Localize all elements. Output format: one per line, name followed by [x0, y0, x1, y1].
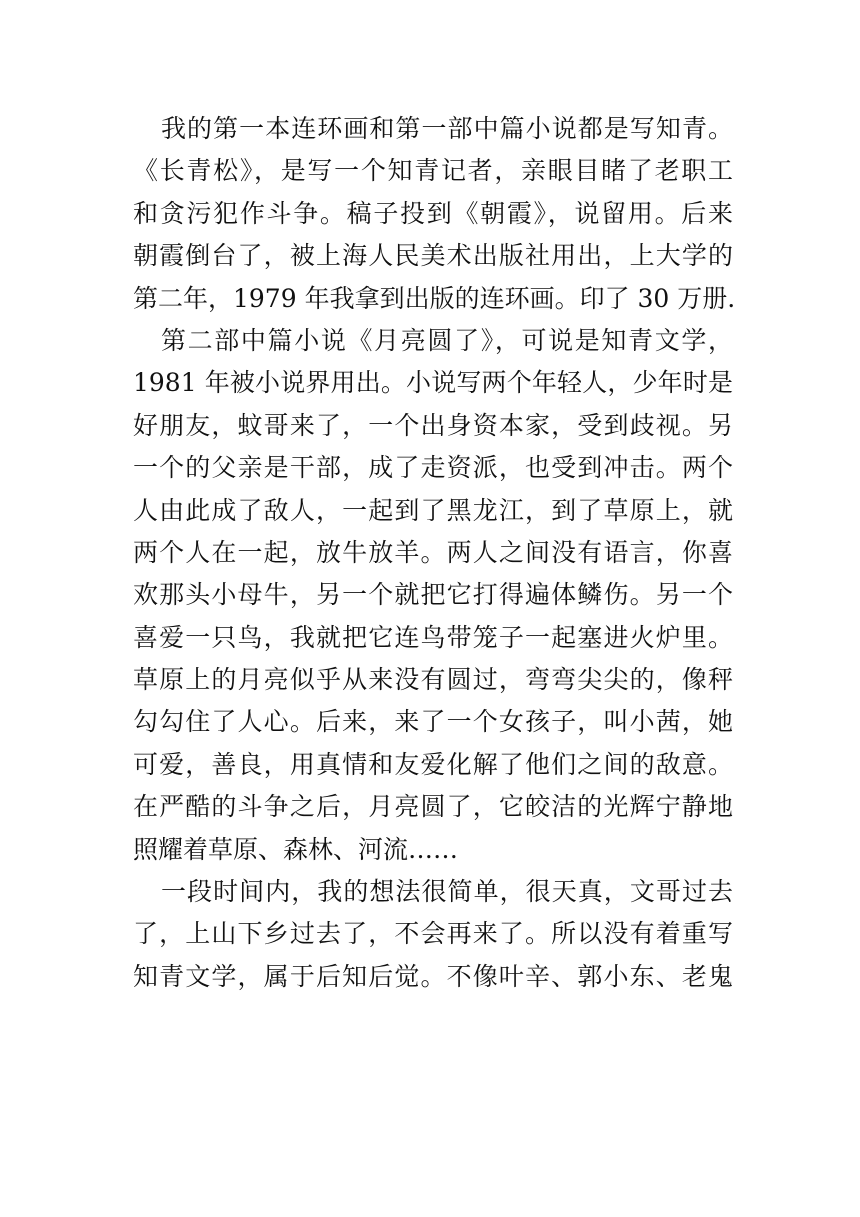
paragraph-1-line-3: 和贪污犯作斗争。稿子投到《朝霞》，说留用。后来 [133, 198, 733, 228]
paragraph-2-line-8: 喜爱一只鸟，我就把它连鸟带笼子一起塞进火炉里。 [133, 622, 733, 652]
paragraph-3-line-2: 了，上山下乡过去了，不会再来了。所以没有着重写 [133, 919, 733, 949]
paragraph-2-line-1: 第二部中篇小说《月亮圆了》，可说是知青文学， [161, 325, 733, 355]
paragraph-3-line-1: 一段时间内，我的想法很简单，很天真，文哥过去 [161, 877, 733, 907]
paragraph-2-line-7: 欢那头小母牛，另一个就把它打得遍体鳞伤。另一个 [133, 580, 733, 610]
paragraph-2-line-3: 好朋友，蚊哥来了，一个出身资本家，受到歧视。另 [133, 410, 733, 440]
paragraph-3-line-3: 知青文学，属于后知后觉。不像叶辛、郭小东、老鬼 [133, 961, 733, 991]
paragraph-2-line-13: 照耀着草原、森林、河流…… [133, 834, 459, 864]
paragraph-2-line-6: 两个人在一起，放牛放羊。两人之间没有语言，你喜 [133, 537, 733, 567]
paragraph-2-line-11: 可爱，善良，用真情和友爱化解了他们之间的敌意。 [133, 749, 733, 779]
paragraph-2-line-2: 1981 年被小说界用出。小说写两个年轻人，少年时是 [133, 368, 733, 398]
body-text [133, 108, 736, 998]
paragraph-1-line-5: 第二年，1979 年我拿到出版的连环画。印了 30 万册. [133, 283, 736, 313]
paragraph-2-line-9: 草原上的月亮似乎从来没有圆过，弯弯尖尖的，像秤 [133, 665, 733, 695]
paragraph-2-line-12: 在严酷的斗争之后，月亮圆了，它皎洁的光辉宁静地 [133, 792, 733, 822]
paragraph-1-line-2: 《长青松》，是写一个知青记者，亲眼目睹了老职工 [133, 156, 733, 186]
paragraph-2-line-10: 勾勾住了人心。后来，来了一个女孩子，叫小茜，她 [133, 707, 733, 737]
paragraph-1-line-1: 我的第一本连环画和第一部中篇小说都是写知青。 [161, 114, 733, 143]
paragraph-1-line-4: 朝霞倒台了，被上海人民美术出版社用出，上大学的 [133, 241, 733, 271]
paragraph-2-line-4: 一个的父亲是干部，成了走资派，也受到冲击。两个 [133, 453, 733, 483]
paragraph-2-line-5: 人由此成了敌人，一起到了黑龙江，到了草原上，就 [133, 495, 733, 525]
